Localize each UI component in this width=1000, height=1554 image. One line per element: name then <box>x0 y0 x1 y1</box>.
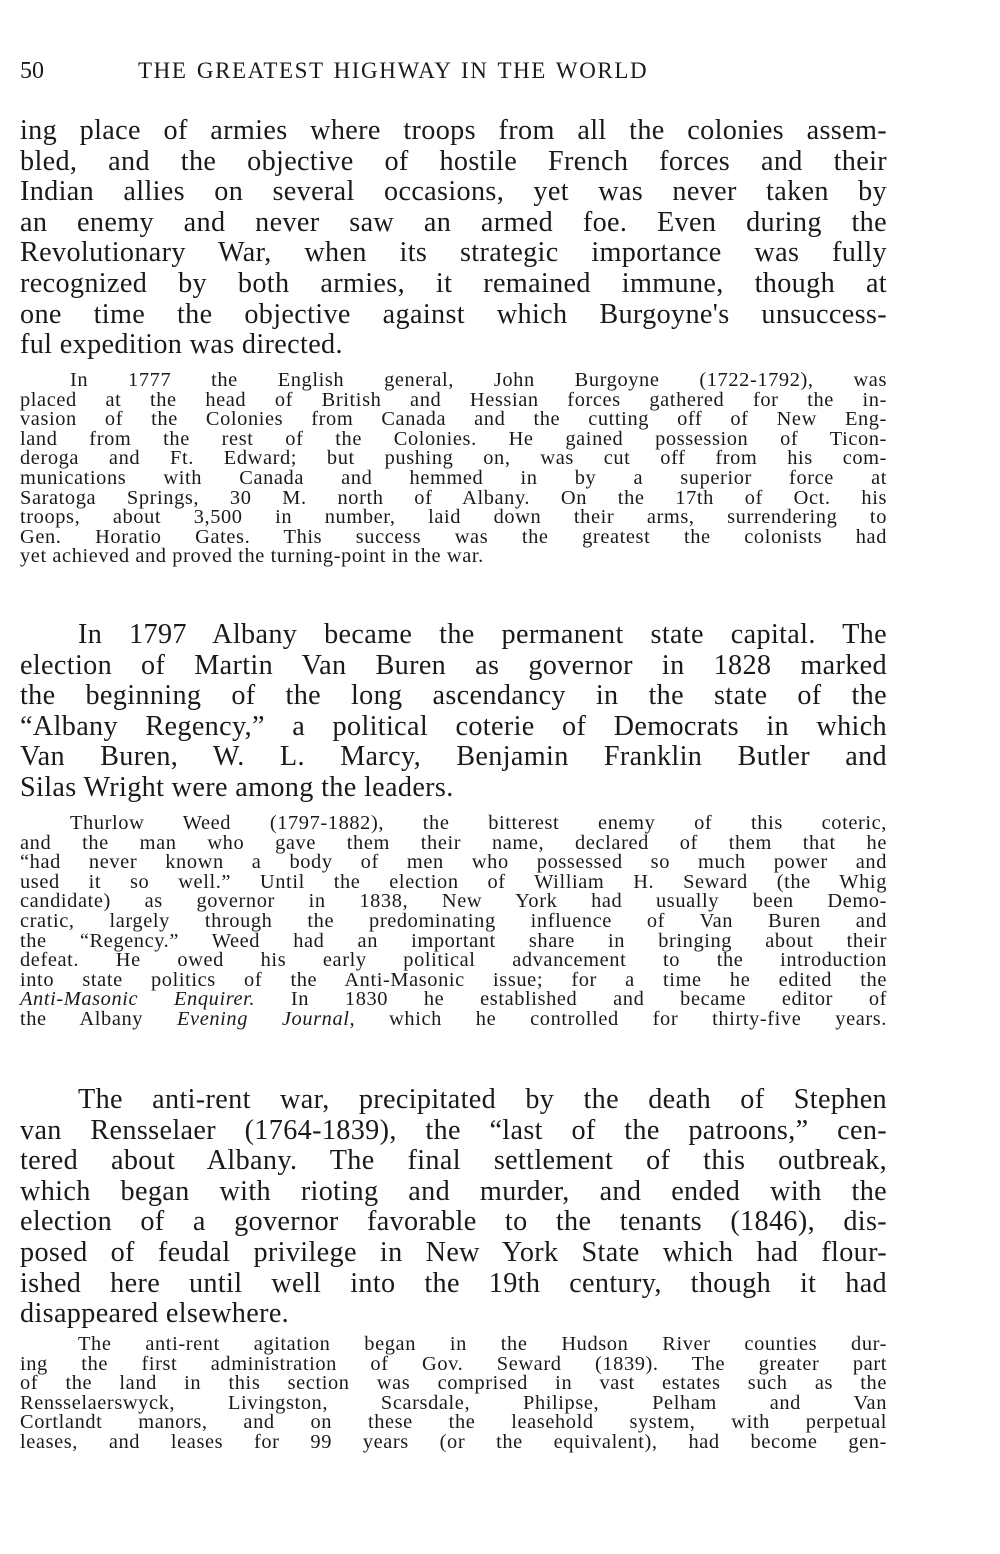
text-line: of the land in this section was comprised in vast estates such as the <box>20 1372 887 1395</box>
text-line: the “Regency.” Weed had an important share in bringing about their <box>20 929 887 952</box>
text-line: The anti-rent agitation began in the Hudson River counties dur- <box>78 1333 887 1355</box>
text-line: ing place of armies where troops from all the colonies assem- <box>20 115 887 146</box>
paragraph-1 <box>20 116 887 361</box>
text-line: vasion of the Colonies from Canada and the cutting off of New Eng- <box>20 408 887 431</box>
text-line: ished here until well into the 19th century, though it had <box>20 1267 887 1299</box>
text-line <box>20 1007 887 1030</box>
text-line: Rensselaerswyck, Livingston, Scarsdale, Philipse, Pelham and Van <box>20 1391 887 1414</box>
text-line: posed of feudal privilege in New York State which had flour- <box>20 1236 887 1268</box>
text-line: the beginning of the long ascendancy in the state of the <box>20 680 887 712</box>
text-line: election of a governor favorable to the tenants (1846), dis- <box>20 1206 887 1238</box>
text-line: ing the first administration of Gov. Seward (1839). The greater part <box>20 1352 887 1375</box>
text-line: which began with rioting and murder, and ended with the <box>20 1175 887 1207</box>
text-line: tered about Albany. The final settlement of this outbreak, <box>20 1145 887 1177</box>
text-line: leases, and leases for 99 years (or the equivalent), had become gen- <box>20 1430 887 1453</box>
text-line: troops, about 3,500 in number, laid down their arms, surrendering to <box>20 506 887 529</box>
italic-title: Evening Journal, <box>176 1007 356 1030</box>
text-line: munications with Canada and hemmed in by a superior force at <box>20 466 887 489</box>
paragraph-2 <box>20 620 887 804</box>
text-line: land from the rest of the Colonies. He gained possession of Ticon- <box>20 427 887 450</box>
text-line: “Albany Regency,” a political coterie of Democrats in which <box>20 710 887 742</box>
running-title: THE GREATEST HIGHWAY IN THE WORLD <box>138 58 649 83</box>
text-line: and the man who gave them their name, declared of them that he <box>20 831 887 854</box>
text-line: cratic, largely through the predominating influence of Van Buren and <box>20 909 887 932</box>
text-line: In 1797 Albany became the permanent state capital. The <box>78 619 887 650</box>
text-line: one time the objective against which Burgoyne's unsuccess- <box>20 298 887 330</box>
text-line: disappeared elsewhere. <box>20 1298 290 1330</box>
footnote-anti-rent <box>20 1335 887 1453</box>
text-line: used it so well.” Until the election of William H. Seward (the Whig <box>20 870 887 893</box>
text-line: Silas Wright were among the leaders. <box>20 771 454 803</box>
text-fragment: the Albany <box>20 1007 177 1030</box>
text-line: Revolutionary War, when its strategic importance was fully <box>20 237 887 269</box>
text-line: Indian allies on several occasions, yet was never taken by <box>20 176 887 208</box>
text-line: ful expedition was directed. <box>20 329 343 361</box>
text-line: deroga and Ft. Edward; but pushing on, was cut off from his com- <box>20 447 887 470</box>
text-fragment: which he controlled for thirty-five years. <box>355 1007 887 1030</box>
text-fragment: In 1830 he established and became editor of <box>255 988 887 1011</box>
text-line: Saratoga Springs, 30 M. north of Albany. On the 17th of Oct. his <box>20 486 887 509</box>
text-line: Van Buren, W. L. Marcy, Benjamin Franklin Butler and <box>20 741 887 773</box>
text-line: In 1777 the English general, John Burgoyne (1722-1792), was <box>70 369 887 391</box>
text-line: Gen. Horatio Gates. This success was the greatest the colonists had <box>20 525 887 548</box>
page-number: 50 <box>20 58 44 84</box>
footnote-weed <box>20 814 887 1030</box>
text-line: The anti-rent war, precipitated by the death of Stephen <box>78 1084 887 1115</box>
italic-title: Anti-Masonic Enquirer. <box>20 988 256 1011</box>
text-line: van Rensselaer (1764-1839), the “last of the patroons,” cen- <box>20 1114 887 1146</box>
text-line: candidate) as governor in 1838, New York had usually been Demo- <box>20 890 887 913</box>
footnote-burgoyne <box>20 371 887 567</box>
text-line: Cortlandt manors, and on these the leasehold system, with perpetual <box>20 1411 887 1434</box>
text-line: “had never known a body of men who possessed so much power and <box>20 851 887 874</box>
text-line: yet achieved and proved the turning-point in the war. <box>20 545 484 568</box>
text-line: an enemy and never saw an armed foe. Even during the <box>20 206 887 238</box>
paragraph-3 <box>20 1085 887 1330</box>
page-header <box>20 58 900 88</box>
text-line: placed at the head of British and Hessian forces gathered for the in- <box>20 388 887 411</box>
text-line: Thurlow Weed (1797-1882), the bitterest enemy of this coteric, <box>70 812 887 834</box>
text-line: defeat. He owed his early political advancement to the introduction <box>20 949 887 972</box>
text-line: bled, and the objective of hostile French forces and their <box>20 145 887 177</box>
text-line: recognized by both armies, it remained immune, though at <box>20 267 887 299</box>
text-line: election of Martin Van Buren as governor in 1828 marked <box>20 649 887 681</box>
text-line: into state politics of the Anti-Masonic issue; for a time he edited the <box>20 968 887 991</box>
